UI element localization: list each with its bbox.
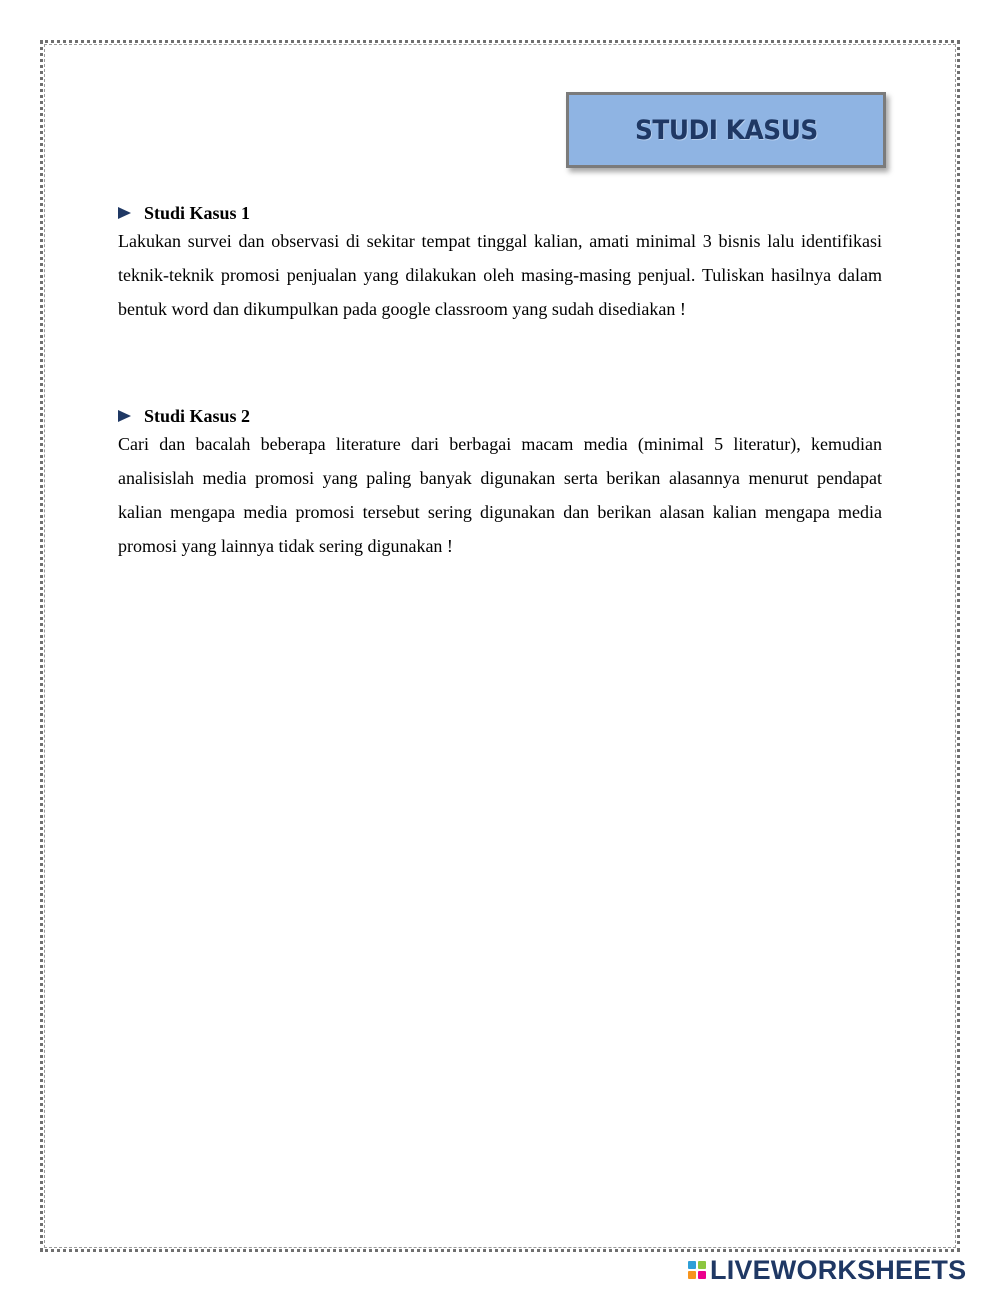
liveworksheets-logo-icon: [688, 1261, 706, 1279]
logo-square-icon: [698, 1271, 706, 1279]
case-section-1: [118, 201, 882, 326]
case-section-2: [118, 404, 882, 563]
case-heading-1: [118, 201, 882, 225]
case-heading-label: Studi Kasus 1: [144, 202, 251, 223]
arrow-right-icon: [118, 410, 131, 422]
case-heading-label: Studi Kasus 2: [144, 405, 251, 426]
footer-logo[interactable]: [688, 1255, 966, 1285]
brand-name: LIVEWORKSHEETS: [710, 1254, 967, 1285]
case-heading-2: [118, 404, 882, 428]
logo-square-icon: [688, 1261, 696, 1269]
case-body-2: Cari dan bacalah beberapa literature dari berbagai macam media (minimal 5 literatur), kemudian analisislah media promosi yang paling banyak digunakan serta berikan alasannya menurut pendapat kalian mengapa media promosi tersebut sering digunakan dan berikan alasan kalian mengapa media promosi yang lainnya tidak sering digunakan !: [118, 434, 882, 556]
page-title: STUDI KASUS: [634, 114, 818, 146]
logo-square-icon: [698, 1261, 706, 1269]
arrow-right-icon: [118, 207, 131, 219]
logo-square-icon: [688, 1271, 696, 1279]
case-body-1: Lakukan survei dan observasi di sekitar tempat tinggal kalian, amati minimal 3 bisnis lalu identifikasi teknik-teknik promosi penjualan yang dilakukan oleh masing-masing penjual. Tuliskan hasilnya dalam bentuk word dan dikumpulkan pada google classroom yang sudah disediakan !: [118, 231, 882, 319]
title-box: [566, 92, 886, 168]
